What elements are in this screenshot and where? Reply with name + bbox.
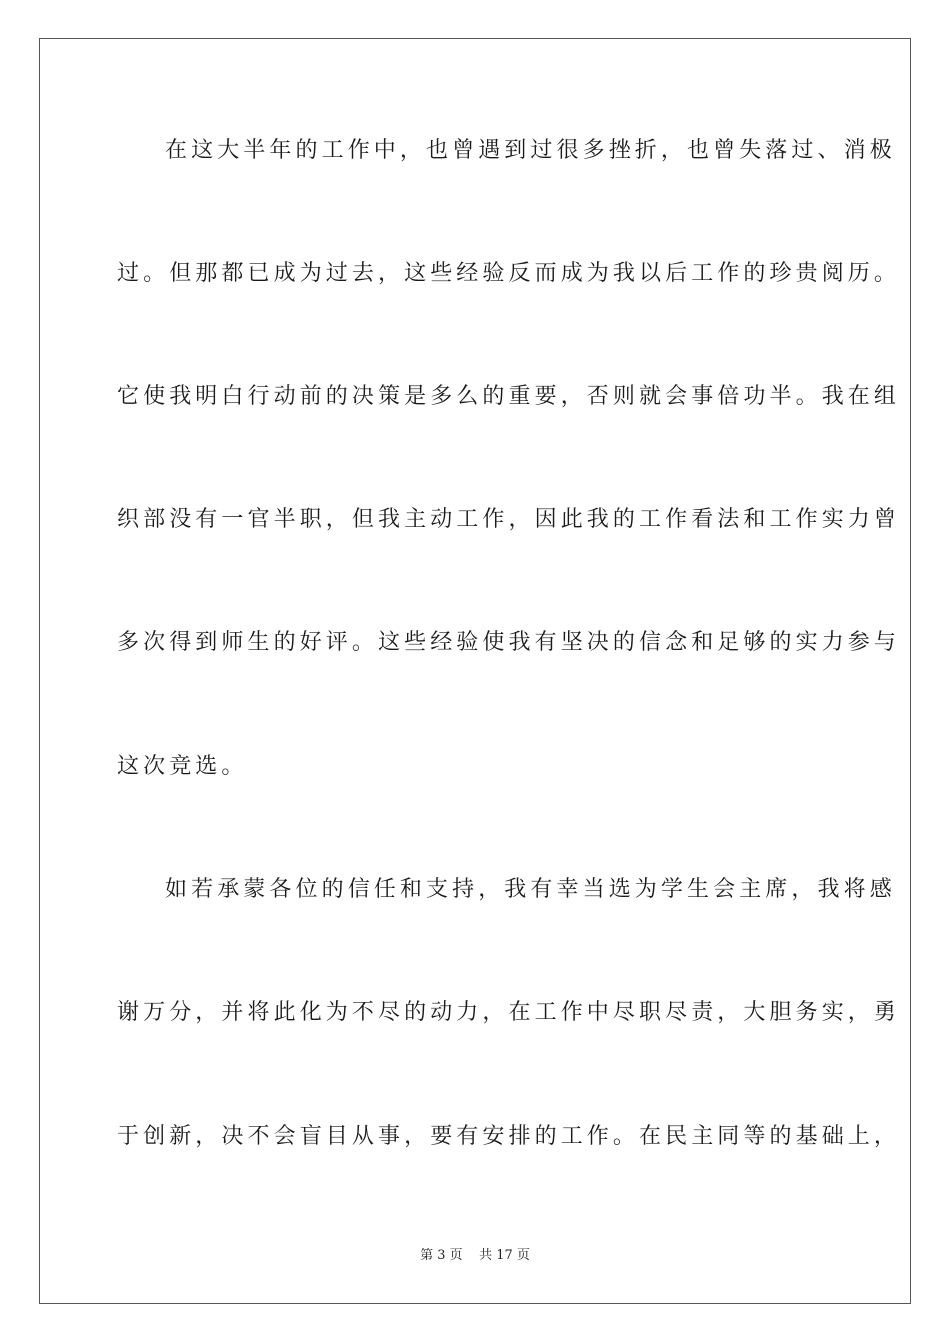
paragraph-line: 谢万分，并将此化为不尽的动力，在工作中尽职尽责，大胆务实，勇 xyxy=(117,1000,901,1025)
page-number: 第 3 页 共 17 页 xyxy=(420,1248,530,1263)
page-frame xyxy=(39,38,911,1304)
paragraph-line: 它使我明白行动前的决策是多么的重要，否则就会事倍功半。我在组 xyxy=(117,384,901,409)
paragraph-line: 过。但那都已成为过去，这些经验反而成为我以后工作的珍贵阅历。 xyxy=(117,261,901,286)
paragraph-line: 这次竞选。 xyxy=(117,754,248,779)
paragraph-line: 在这大半年的工作中，也曾遇到过很多挫折，也曾失落过、消极 xyxy=(165,138,896,163)
page-footer xyxy=(0,1247,950,1265)
paragraph-line: 多次得到师生的好评。这些经验使我有坚决的信念和足够的实力参与 xyxy=(117,630,901,655)
paragraph-line: 织部没有一官半职，但我主动工作，因此我的工作看法和工作实力曾 xyxy=(117,507,901,532)
paragraph-line: 如若承蒙各位的信任和支持，我有幸当选为学生会主席，我将感 xyxy=(165,877,896,902)
paragraph-line: 于创新，决不会盲目从事，要有安排的工作。在民主同等的基础上， xyxy=(117,1124,901,1149)
